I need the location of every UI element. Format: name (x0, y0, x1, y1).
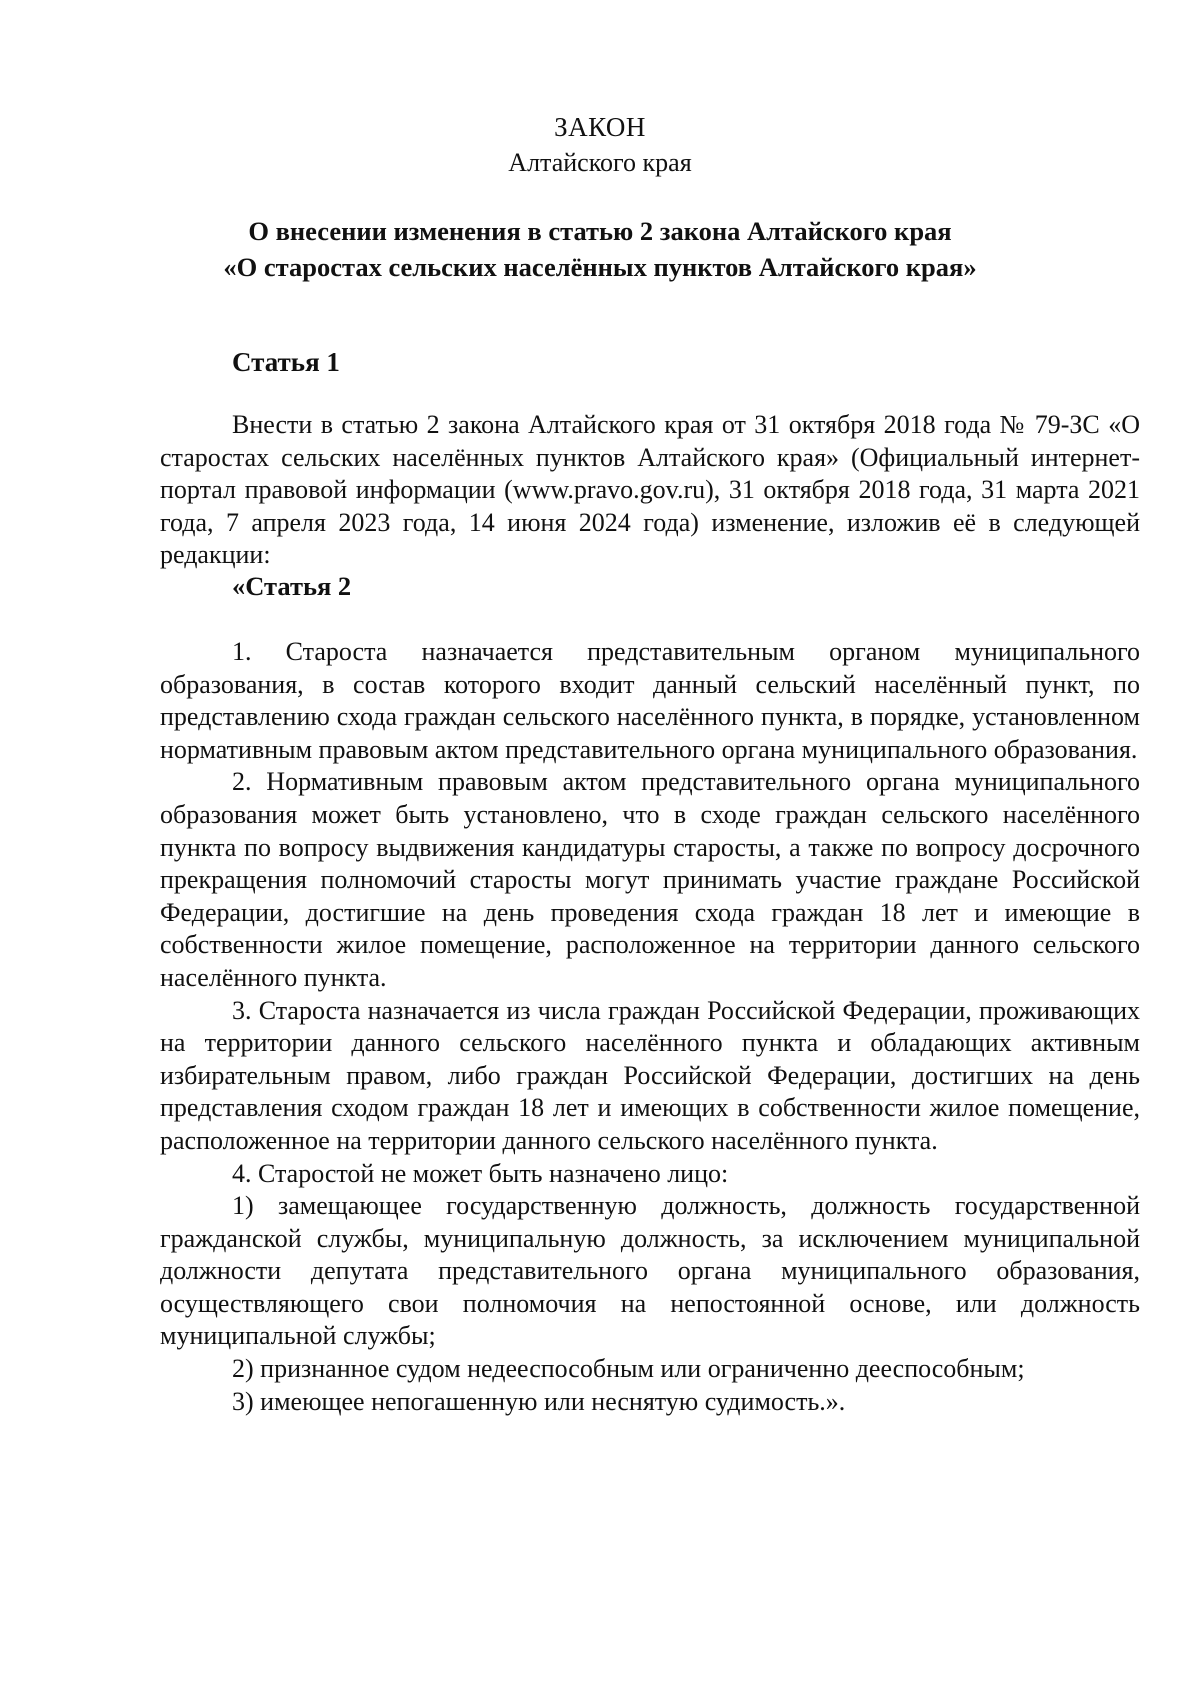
article-2-point-1: 1. Староста назначается представительным органом муниципального образования, в состав которого входит данный сельский населённый пункт, по представлению схода граждан сельского населённого пункта, в порядке, установленном нормативным правовым актом представительного органа муниципального образования. (160, 637, 1140, 764)
document-title-line-1: О внесении изменения в статью 2 закона Алтайского края (248, 216, 952, 246)
article-2-point-4: 4. Старостой не может быть назначено лицо: (232, 1158, 729, 1188)
document-type: ЗАКОН (554, 112, 646, 142)
document-title-line-2: «О старостах сельских населённых пунктов Алтайского края» (223, 252, 977, 282)
article-1-paragraph: Внести в статью 2 закона Алтайского края от 31 октября 2018 года № 79-ЗС «О старостах сельских населённых пунктов Алтайского края» (Официальный интернет-портал правовой информации (www.pravo.gov.ru), 31 октября 2018 года, 31 марта 2021 года, 7 апреля 2023 года, 14 июня 2024 года) изменение, изложив её в следующей редакции: (160, 410, 1140, 570)
document-region: Алтайского края (508, 148, 692, 177)
article-2-heading: «Статья 2 (232, 571, 352, 601)
article-2-subpoint-1: 1) замещающее государственную должность, должность государственной гражданской службы, муниципальную должность, за исключением муниципальной должности депутата представительного органа муниципального образования, осуществляющего свои полномочия на непостоянной основе, или должность муниципальной службы; (160, 1191, 1140, 1351)
article-2-text (160, 636, 1140, 1418)
article-2-point-3: 3. Староста назначается из числа граждан Российской Федерации, проживающих на территории данного сельского населённого пункта и обладающих активным избирательным правом, либо граждан Российской Федерации, достигших на день представления сходом граждан 18 лет и имеющих в собственности жилое помещение, расположенное на территории данного сельского населённого пункта. (160, 995, 1140, 1155)
article-2-subpoint-2: 2) признанное судом недееспособным или ограниченно дееспособным; (232, 1354, 1025, 1384)
article-1-heading: Статья 1 (232, 347, 340, 377)
article-2-point-2: 2. Нормативным правовым актом представительного органа муниципального образования может быть установлено, что в сходе граждан сельского населённого пункта по вопросу выдвижения кандидатуры старосты, а также по вопросу досрочного прекращения полномочий старосты могут принимать участие граждане Российской Федерации, достигшие на день проведения схода граждан 18 лет и имеющие в собственности жилое помещение, расположенное на территории данного сельского населённого пункта. (160, 767, 1140, 992)
article-1-text (160, 409, 1140, 572)
article-2-subpoint-3: 3) имеющее непогашенную или неснятую судимость.». (232, 1386, 846, 1416)
